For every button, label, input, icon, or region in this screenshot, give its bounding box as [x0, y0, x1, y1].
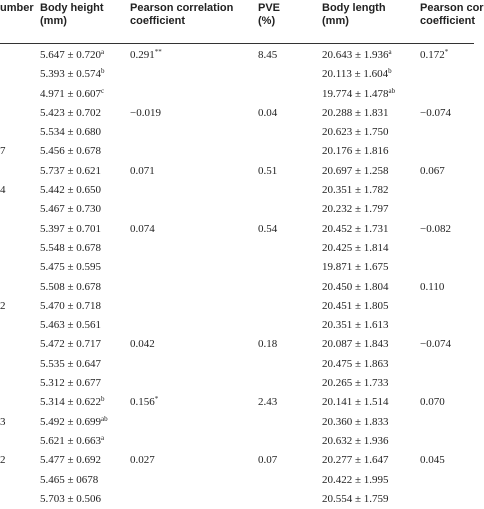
cell-pearson-2-value: 0.067	[420, 164, 445, 177]
cell-body-height	[40, 493, 101, 506]
cell-number	[0, 416, 6, 429]
header-number: umber	[0, 2, 34, 14]
table-row	[0, 65, 474, 84]
cell-pearson-2-value: 0.070	[420, 396, 445, 409]
cell-body-length	[322, 377, 389, 390]
cell-body-height-value: 5.621 ± 0.663	[40, 434, 102, 447]
cell-body-length	[322, 319, 389, 332]
cell-body-height-value: 5.477 ± 0.692	[40, 454, 102, 467]
header-body-length-line2: (mm)	[322, 15, 349, 27]
cell-pearson-2-value: −0.074	[420, 106, 451, 119]
cell-number	[0, 454, 6, 467]
cell-body-height	[40, 474, 98, 487]
table-row	[0, 335, 474, 354]
cell-pve	[258, 165, 277, 178]
cell-pearson-2	[420, 165, 445, 178]
cell-body-height-value: 5.393 ± 0.574	[40, 68, 102, 81]
cell-pve-value: 0.54	[258, 222, 278, 235]
cell-pearson-2-value: 0.110	[420, 280, 445, 293]
cell-body-length	[322, 126, 389, 139]
cell-body-length	[322, 396, 389, 409]
cell-body-length-value: 20.176 ± 1.816	[322, 145, 389, 158]
table-row	[0, 297, 474, 316]
cell-body-length	[322, 261, 389, 274]
cell-body-height-superscript: b	[101, 395, 105, 404]
table-body	[0, 46, 474, 509]
header-body-height-line1: Body height	[40, 2, 104, 14]
cell-number	[0, 300, 6, 313]
cell-body-height	[40, 203, 101, 216]
cell-pearson-2	[420, 396, 445, 409]
table-row	[0, 85, 474, 104]
cell-body-height	[40, 126, 101, 139]
cell-body-length-value: 20.232 ± 1.797	[322, 203, 389, 216]
cell-body-height	[40, 49, 104, 62]
cell-body-length-value: 20.277 ± 1.647	[322, 454, 389, 467]
cell-body-height	[40, 319, 101, 332]
cell-body-height-value: 5.647 ± 0.720	[40, 49, 102, 61]
cell-body-length-value: 20.643 ± 1.936	[322, 49, 389, 61]
cell-body-height-value: 5.397 ± 0.701	[40, 222, 102, 235]
header-pve-line2: (%)	[258, 15, 276, 27]
cell-body-height	[40, 165, 101, 178]
cell-body-length	[322, 68, 392, 81]
cell-pearson-2	[420, 338, 451, 351]
cell-body-height	[40, 88, 104, 101]
table-row	[0, 355, 474, 374]
cell-body-height-superscript: a	[101, 433, 105, 442]
header-pearson-2-line1: Pearson cor	[420, 2, 484, 14]
cell-body-height-value: 5.737 ± 0.621	[40, 164, 102, 177]
header-body-length-line1: Body length	[322, 2, 386, 14]
cell-body-height-value: 5.703 ± 0.506	[40, 492, 102, 505]
cell-body-height-value: 5.472 ± 0.717	[40, 338, 102, 351]
cell-number-value: 2	[0, 299, 6, 312]
cell-body-height-superscript: ab	[101, 414, 108, 423]
cell-body-height	[40, 358, 101, 371]
table-row	[0, 471, 474, 490]
cell-pve	[258, 49, 277, 62]
cell-body-height	[40, 281, 101, 294]
cell-body-length-superscript: b	[388, 67, 392, 76]
cell-number	[0, 145, 6, 158]
cell-body-height-value: 5.314 ± 0.622	[40, 396, 102, 409]
table-row	[0, 200, 474, 219]
cell-body-length-value: 20.113 ± 1.604	[322, 68, 389, 81]
cell-body-length-value: 19.774 ± 1.478	[322, 87, 389, 100]
cell-body-length	[322, 242, 389, 255]
cell-pearson-1	[130, 338, 155, 351]
cell-pearson-2	[420, 454, 445, 467]
table-row	[0, 432, 474, 451]
cell-body-length	[322, 184, 389, 197]
table-row	[0, 316, 474, 335]
cell-body-length-value: 20.475 ± 1.863	[322, 357, 389, 370]
table-row	[0, 451, 474, 470]
header-pearson-1	[130, 2, 233, 28]
cell-pearson-2	[420, 223, 451, 236]
cell-body-height-value: 5.535 ± 0.647	[40, 357, 102, 370]
cell-body-length	[322, 435, 389, 448]
cell-number-value: 2	[0, 454, 6, 467]
cell-body-length	[322, 145, 389, 158]
cell-pearson-2-value: 0.045	[420, 454, 445, 467]
cell-pearson-1	[130, 49, 162, 62]
cell-pearson-1-value: 0.071	[130, 164, 155, 177]
cell-body-height	[40, 68, 105, 81]
cell-body-height	[40, 377, 101, 390]
cell-body-height-superscript: c	[101, 86, 105, 95]
cell-body-height-value: 5.470 ± 0.718	[40, 299, 102, 312]
header-pearson-1-line2: coefficient	[130, 15, 186, 27]
cell-pve-value: 0.07	[258, 454, 278, 467]
cell-body-height	[40, 338, 101, 351]
cell-pve-value: 0.18	[258, 338, 278, 351]
table-row	[0, 490, 474, 509]
table-header	[0, 0, 484, 42]
cell-body-length	[322, 358, 389, 371]
cell-body-length	[322, 107, 389, 120]
table-row	[0, 220, 474, 239]
cell-body-height-value: 5.423 ± 0.702	[40, 106, 102, 119]
cell-pve	[258, 107, 277, 120]
table-row	[0, 46, 474, 65]
cell-pearson-2-superscript: *	[444, 48, 449, 56]
cell-body-length-value: 20.351 ± 1.613	[322, 319, 389, 332]
cell-body-height-value: 5.548 ± 0.678	[40, 241, 102, 254]
cell-pve-value: 8.45	[258, 49, 278, 61]
cell-pearson-2-value: −0.074	[420, 338, 451, 351]
cell-body-height-superscript: b	[101, 67, 105, 76]
cell-body-height-value: 5.467 ± 0.730	[40, 203, 102, 216]
cell-body-height	[40, 242, 101, 255]
cell-pearson-1	[130, 223, 155, 236]
table-row	[0, 413, 474, 432]
header-body-height	[40, 2, 104, 28]
cell-body-height	[40, 435, 104, 448]
cell-number-value: 4	[0, 184, 6, 197]
header-body-height-line2: (mm)	[40, 15, 67, 27]
cell-body-height	[40, 261, 101, 274]
cell-pve-value: 0.04	[258, 106, 278, 119]
cell-body-length-value: 20.351 ± 1.782	[322, 184, 389, 197]
cell-body-height	[40, 145, 101, 158]
cell-body-height	[40, 300, 101, 313]
cell-body-length-value: 20.632 ± 1.936	[322, 434, 389, 447]
cell-body-length-value: 20.360 ± 1.833	[322, 415, 389, 428]
cell-body-length-superscript: a	[388, 48, 392, 56]
cell-body-length-value: 20.087 ± 1.843	[322, 338, 389, 351]
cell-body-length	[322, 281, 389, 294]
cell-body-height-value: 5.463 ± 0.561	[40, 319, 102, 332]
cell-pearson-1	[130, 107, 161, 120]
cell-pearson-1	[130, 396, 158, 409]
header-pearson-2-line2: coefficient	[420, 15, 476, 27]
cell-body-height	[40, 184, 101, 197]
cell-body-height	[40, 107, 101, 120]
table-row	[0, 374, 474, 393]
cell-number-value: 3	[0, 415, 6, 428]
cell-pearson-1-value: 0.291	[130, 49, 155, 61]
cell-body-height	[40, 454, 101, 467]
cell-body-length	[322, 493, 389, 506]
cell-pve-value: 2.43	[258, 396, 278, 409]
cell-body-length-value: 20.554 ± 1.759	[322, 492, 389, 505]
cell-pearson-2	[420, 49, 448, 62]
cell-body-height-value: 4.971 ± 0.607	[40, 87, 102, 100]
cell-pve	[258, 396, 277, 409]
cell-body-height-value: 5.465 ± 0678	[40, 473, 99, 486]
cell-body-length	[322, 338, 389, 351]
cell-pearson-1	[130, 454, 155, 467]
cell-body-length	[322, 165, 389, 178]
table-row	[0, 162, 474, 181]
cell-pearson-2	[420, 281, 444, 294]
cell-pearson-1-superscript: **	[154, 48, 162, 56]
cell-body-height	[40, 396, 105, 409]
cell-pearson-1-value: 0.156	[130, 396, 155, 409]
cell-pearson-1-value: 0.027	[130, 454, 155, 467]
cell-body-length-value: 20.452 ± 1.731	[322, 222, 389, 235]
cell-body-length	[322, 203, 389, 216]
cell-pearson-2-value: −0.082	[420, 222, 451, 235]
cell-body-length	[322, 88, 395, 101]
cell-body-length-value: 20.425 ± 1.814	[322, 241, 389, 254]
cell-body-height-value: 5.312 ± 0.677	[40, 377, 102, 390]
cell-body-length-value: 20.141 ± 1.514	[322, 396, 389, 409]
table-row	[0, 142, 474, 161]
table-row	[0, 104, 474, 123]
cell-body-length-superscript: ab	[388, 86, 396, 95]
header-pve	[258, 2, 280, 28]
cell-pearson-2-value: 0.172	[420, 49, 445, 61]
cell-body-length-value: 19.871 ± 1.675	[322, 261, 389, 274]
cell-pve-value: 0.51	[258, 164, 278, 177]
cell-body-height-value: 5.534 ± 0.680	[40, 126, 102, 139]
cell-body-length-value: 20.451 ± 1.805	[322, 299, 389, 312]
cell-body-height-value: 5.508 ± 0.678	[40, 280, 102, 293]
cell-pve	[258, 223, 277, 236]
cell-body-length	[322, 49, 392, 62]
cell-body-length-value: 20.288 ± 1.831	[322, 106, 389, 119]
cell-body-length-value: 20.422 ± 1.995	[322, 473, 389, 486]
cell-body-height-value: 5.475 ± 0.595	[40, 261, 102, 274]
table-row	[0, 258, 474, 277]
cell-body-length	[322, 300, 389, 313]
cell-pearson-1-superscript: *	[154, 395, 159, 404]
cell-body-length-value: 20.265 ± 1.733	[322, 377, 389, 390]
header-pearson-2	[420, 2, 484, 28]
table-row	[0, 123, 474, 142]
cell-body-length	[322, 223, 389, 236]
cell-pearson-1-value: 0.042	[130, 338, 155, 351]
header-pearson-1-line1: Pearson correlation	[130, 2, 234, 14]
table-row	[0, 278, 474, 297]
table-row	[0, 181, 474, 200]
cell-body-height-value: 5.456 ± 0.678	[40, 145, 102, 158]
cell-body-length-value: 20.697 ± 1.258	[322, 164, 389, 177]
header-rule	[0, 43, 474, 44]
table-row	[0, 239, 474, 258]
cell-body-length-value: 20.623 ± 1.750	[322, 126, 389, 139]
cell-body-length	[322, 416, 389, 429]
table-row	[0, 393, 474, 412]
cell-pve	[258, 454, 277, 467]
cell-pearson-2	[420, 107, 451, 120]
cell-body-height	[40, 223, 101, 236]
cell-body-length	[322, 454, 389, 467]
cell-body-length-value: 20.450 ± 1.804	[322, 280, 389, 293]
cell-body-height	[40, 416, 108, 429]
cell-pearson-1-value: −0.019	[130, 106, 161, 119]
header-body-length	[322, 2, 386, 28]
cell-body-height-value: 5.442 ± 0.650	[40, 184, 102, 197]
cell-body-height-superscript: a	[101, 48, 105, 56]
cell-pve	[258, 338, 277, 351]
cell-number-value: 7	[0, 145, 6, 158]
cell-body-length	[322, 474, 389, 487]
cell-body-height-value: 5.492 ± 0.699	[40, 415, 102, 428]
cell-pearson-1-value: 0.074	[130, 222, 155, 235]
cell-pearson-1	[130, 165, 155, 178]
header-pve-line1: PVE	[258, 2, 281, 14]
cell-number	[0, 184, 6, 197]
